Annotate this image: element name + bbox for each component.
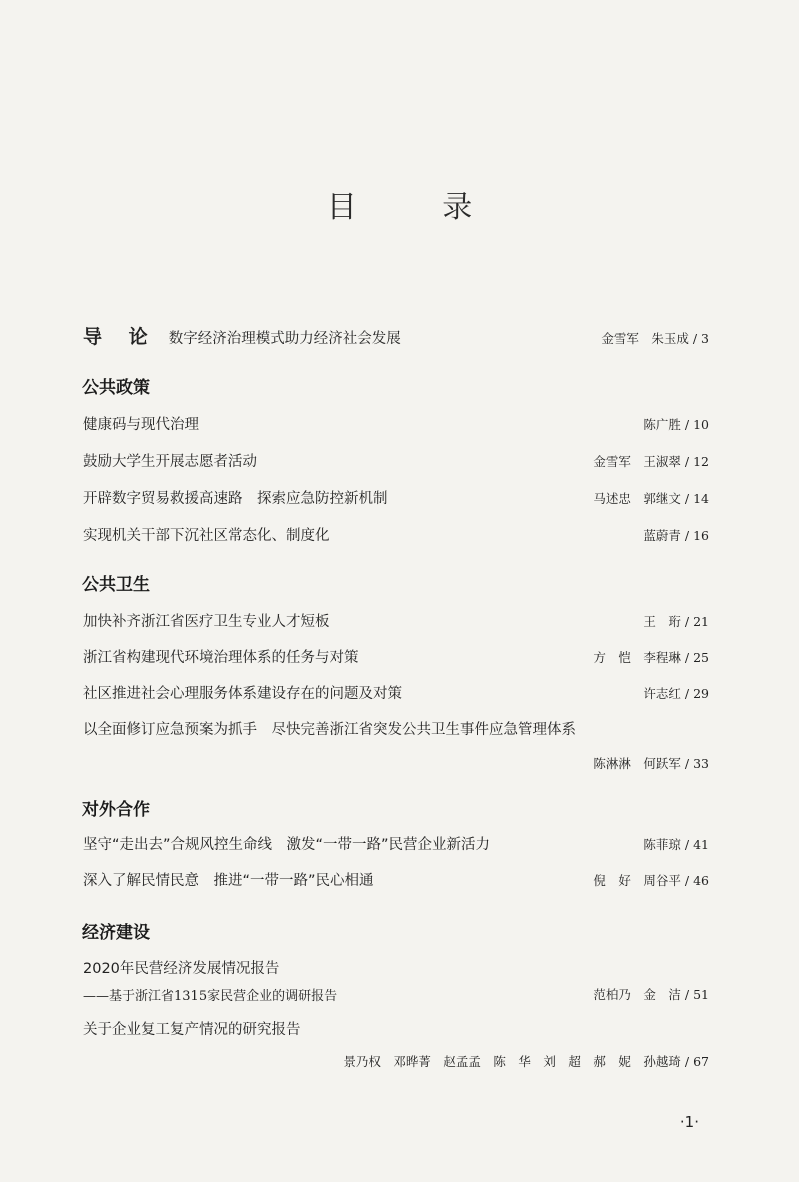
- entry-subtitle: ——基于浙江省1315家民营企业的调研报告: [83, 989, 338, 1004]
- toc-entry[interactable]: [83, 646, 709, 667]
- entry-title: 健康码与现代治理: [83, 417, 199, 433]
- entry-authors: 陈菲琼 / 41: [643, 837, 709, 852]
- toc-entry[interactable]: [83, 1018, 709, 1070]
- entry-authors: 马述忠 郭继文 / 14: [593, 491, 709, 506]
- toc-entry[interactable]: [83, 524, 709, 545]
- entry-authors: 陈淋淋 何跃军 / 33: [593, 756, 709, 771]
- entry-title: 坚守“走出去”合规风控生命线 激发“一带一路”民营企业新活力: [83, 837, 491, 853]
- entry-title: 加快补齐浙江省医疗卫生专业人才短板: [83, 614, 330, 630]
- toc-entry[interactable]: [83, 487, 709, 508]
- toc-entry[interactable]: [83, 450, 709, 471]
- entry-authors: 陈广胜 / 10: [643, 417, 709, 432]
- entry-title: 实现机关干部下沉社区常态化、制度化: [83, 528, 330, 544]
- entry-authors: 范柏乃 金 洁 / 51: [593, 987, 709, 1002]
- page-number: ·1·: [679, 1113, 699, 1131]
- entry-title: 社区推进社会心理服务体系建设存在的问题及对策: [83, 686, 402, 702]
- toc-entry[interactable]: [83, 682, 709, 703]
- entry-title: 关于企业复工复产情况的研究报告: [83, 1022, 301, 1038]
- entry-authors: 金雪军 王淑翠 / 12: [593, 454, 709, 469]
- toc-entry[interactable]: [83, 869, 709, 890]
- entry-authors: 王 珩 / 21: [643, 614, 709, 629]
- entry-title: 鼓励大学生开展志愿者活动: [83, 454, 257, 470]
- entry-authors: 倪 好 周谷平 / 46: [593, 873, 709, 888]
- entry-authors: 景乃权 邓晔菁 赵孟孟 陈 华 刘 超 郝 妮 孙越琦 / 67: [343, 1054, 709, 1069]
- toc-entry[interactable]: [83, 610, 709, 631]
- page-title: 目 录: [326, 190, 511, 225]
- toc-entry[interactable]: [83, 718, 709, 772]
- section-heading: 对外合作: [82, 800, 150, 820]
- toc-entry[interactable]: [83, 957, 709, 1004]
- section-heading: 公共政策: [82, 378, 150, 398]
- toc-entry[interactable]: [83, 833, 709, 854]
- section-heading: 公共卫生: [82, 575, 150, 595]
- entry-title: 以全面修订应急预案为抓手 尽快完善浙江省突发公共卫生事件应急管理体系: [83, 722, 576, 738]
- entry-title: 开辟数字贸易救援高速路 探索应急防控新机制: [83, 491, 388, 507]
- intro-label: 导 论: [83, 326, 158, 348]
- section-heading: 经济建设: [82, 923, 150, 943]
- entry-authors: 许志红 / 29: [643, 686, 709, 701]
- entry-authors: 方 恺 李程琳 / 25: [593, 650, 709, 665]
- entry-title: 2020年民营经济发展情况报告: [83, 961, 280, 977]
- entry-title: 数字经济治理模式助力经济社会发展: [168, 331, 401, 347]
- entry-title: 深入了解民情民意 推进“一带一路”民心相通: [83, 873, 374, 889]
- toc-entry-intro[interactable]: [83, 322, 709, 349]
- entry-authors: 金雪军 朱玉成 / 3: [601, 331, 709, 346]
- entry-authors: 蓝蔚青 / 16: [643, 528, 709, 543]
- toc-entry[interactable]: [83, 413, 709, 434]
- entry-title: 浙江省构建现代环境治理体系的任务与对策: [83, 650, 359, 666]
